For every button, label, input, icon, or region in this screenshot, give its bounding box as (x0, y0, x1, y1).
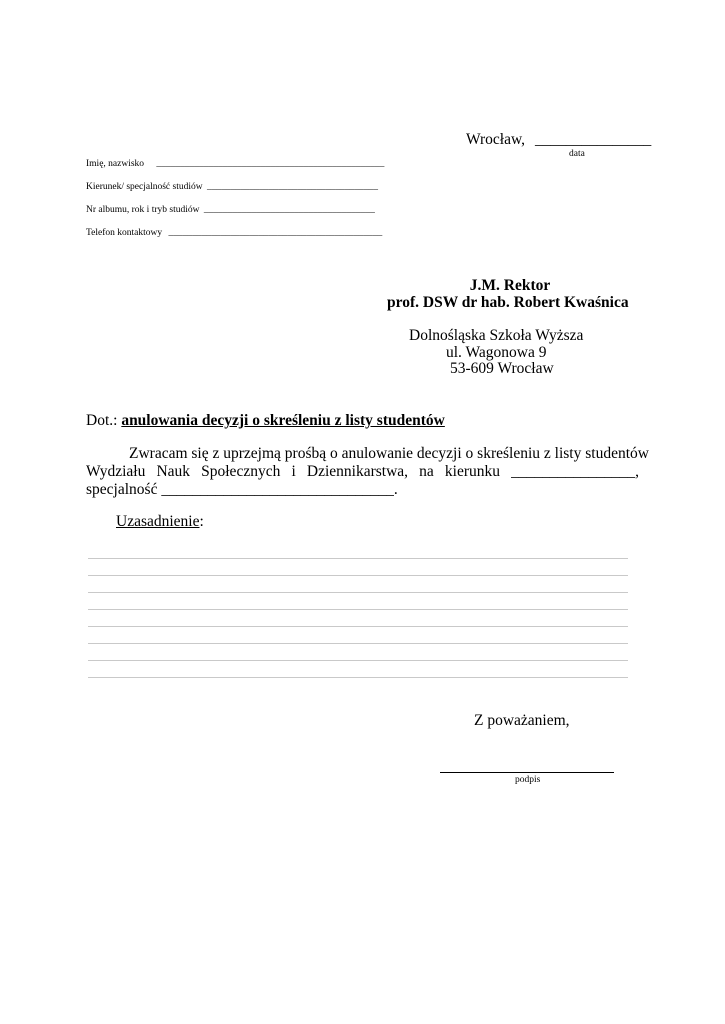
justification-heading: Uzasadnienie: (116, 513, 204, 530)
applicant-field-name (86, 159, 384, 169)
city-date-line (466, 131, 651, 149)
major-input[interactable]: ____________________________________ (207, 182, 378, 192)
date-caption: data (569, 149, 585, 159)
field-label: Telefon kontaktowy (86, 228, 163, 238)
justification-line (88, 592, 628, 593)
name-input[interactable]: ________________________________________________ (156, 159, 385, 169)
field-label: Imię, nazwisko (86, 159, 145, 169)
subject-text: anulowania decyzji o skreśleniu z listy studentów (121, 412, 445, 429)
applicant-field-album (86, 205, 375, 215)
applicant-field-major (86, 182, 378, 192)
institution-name: Dolnośląska Szkoła Wyższa (409, 327, 584, 344)
subject-prefix: Dot.: (86, 412, 118, 429)
justification-line (88, 677, 628, 678)
closing-text: Z poważaniem, (474, 712, 570, 729)
album-input[interactable]: ____________________________________ (203, 205, 375, 215)
justification-line (88, 609, 628, 610)
justification-label: Uzasadnienie (116, 513, 200, 530)
justification-line (88, 660, 628, 661)
phone-input[interactable]: _____________________________________________ (168, 228, 383, 238)
justification-line (88, 558, 628, 559)
body-line-3: specjalność ______________________________. (86, 481, 398, 498)
body-line-1: Zwracam się z uprzejmą prośbą o anulowanie decyzji o skreśleniu z listy studentów (129, 445, 649, 462)
addressee-title: J.M. Rektor (469, 277, 551, 294)
justification-line (88, 626, 628, 627)
institution-street: ul. Wagonowa 9 (446, 344, 547, 361)
applicant-field-phone (86, 228, 382, 238)
justification-line (88, 575, 628, 576)
justification-line (88, 643, 628, 644)
body-line-2: Wydziału Nauk Społecznych i Dziennikarstwa, na kierunku ________________, (86, 463, 639, 480)
addressee-name: prof. DSW dr hab. Robert Kwaśnica (387, 294, 629, 311)
field-label: Nr albumu, rok i tryb studiów (86, 205, 200, 215)
institution-postal: 53-609 Wrocław (450, 360, 554, 377)
field-label: Kierunek/ specjalność studiów (86, 182, 203, 192)
signature-line[interactable] (440, 772, 614, 773)
subject-line (86, 412, 445, 430)
signature-caption: podpis (515, 775, 541, 785)
city-label: Wrocław, (466, 131, 526, 148)
date-field[interactable]: _______________ (534, 131, 652, 148)
